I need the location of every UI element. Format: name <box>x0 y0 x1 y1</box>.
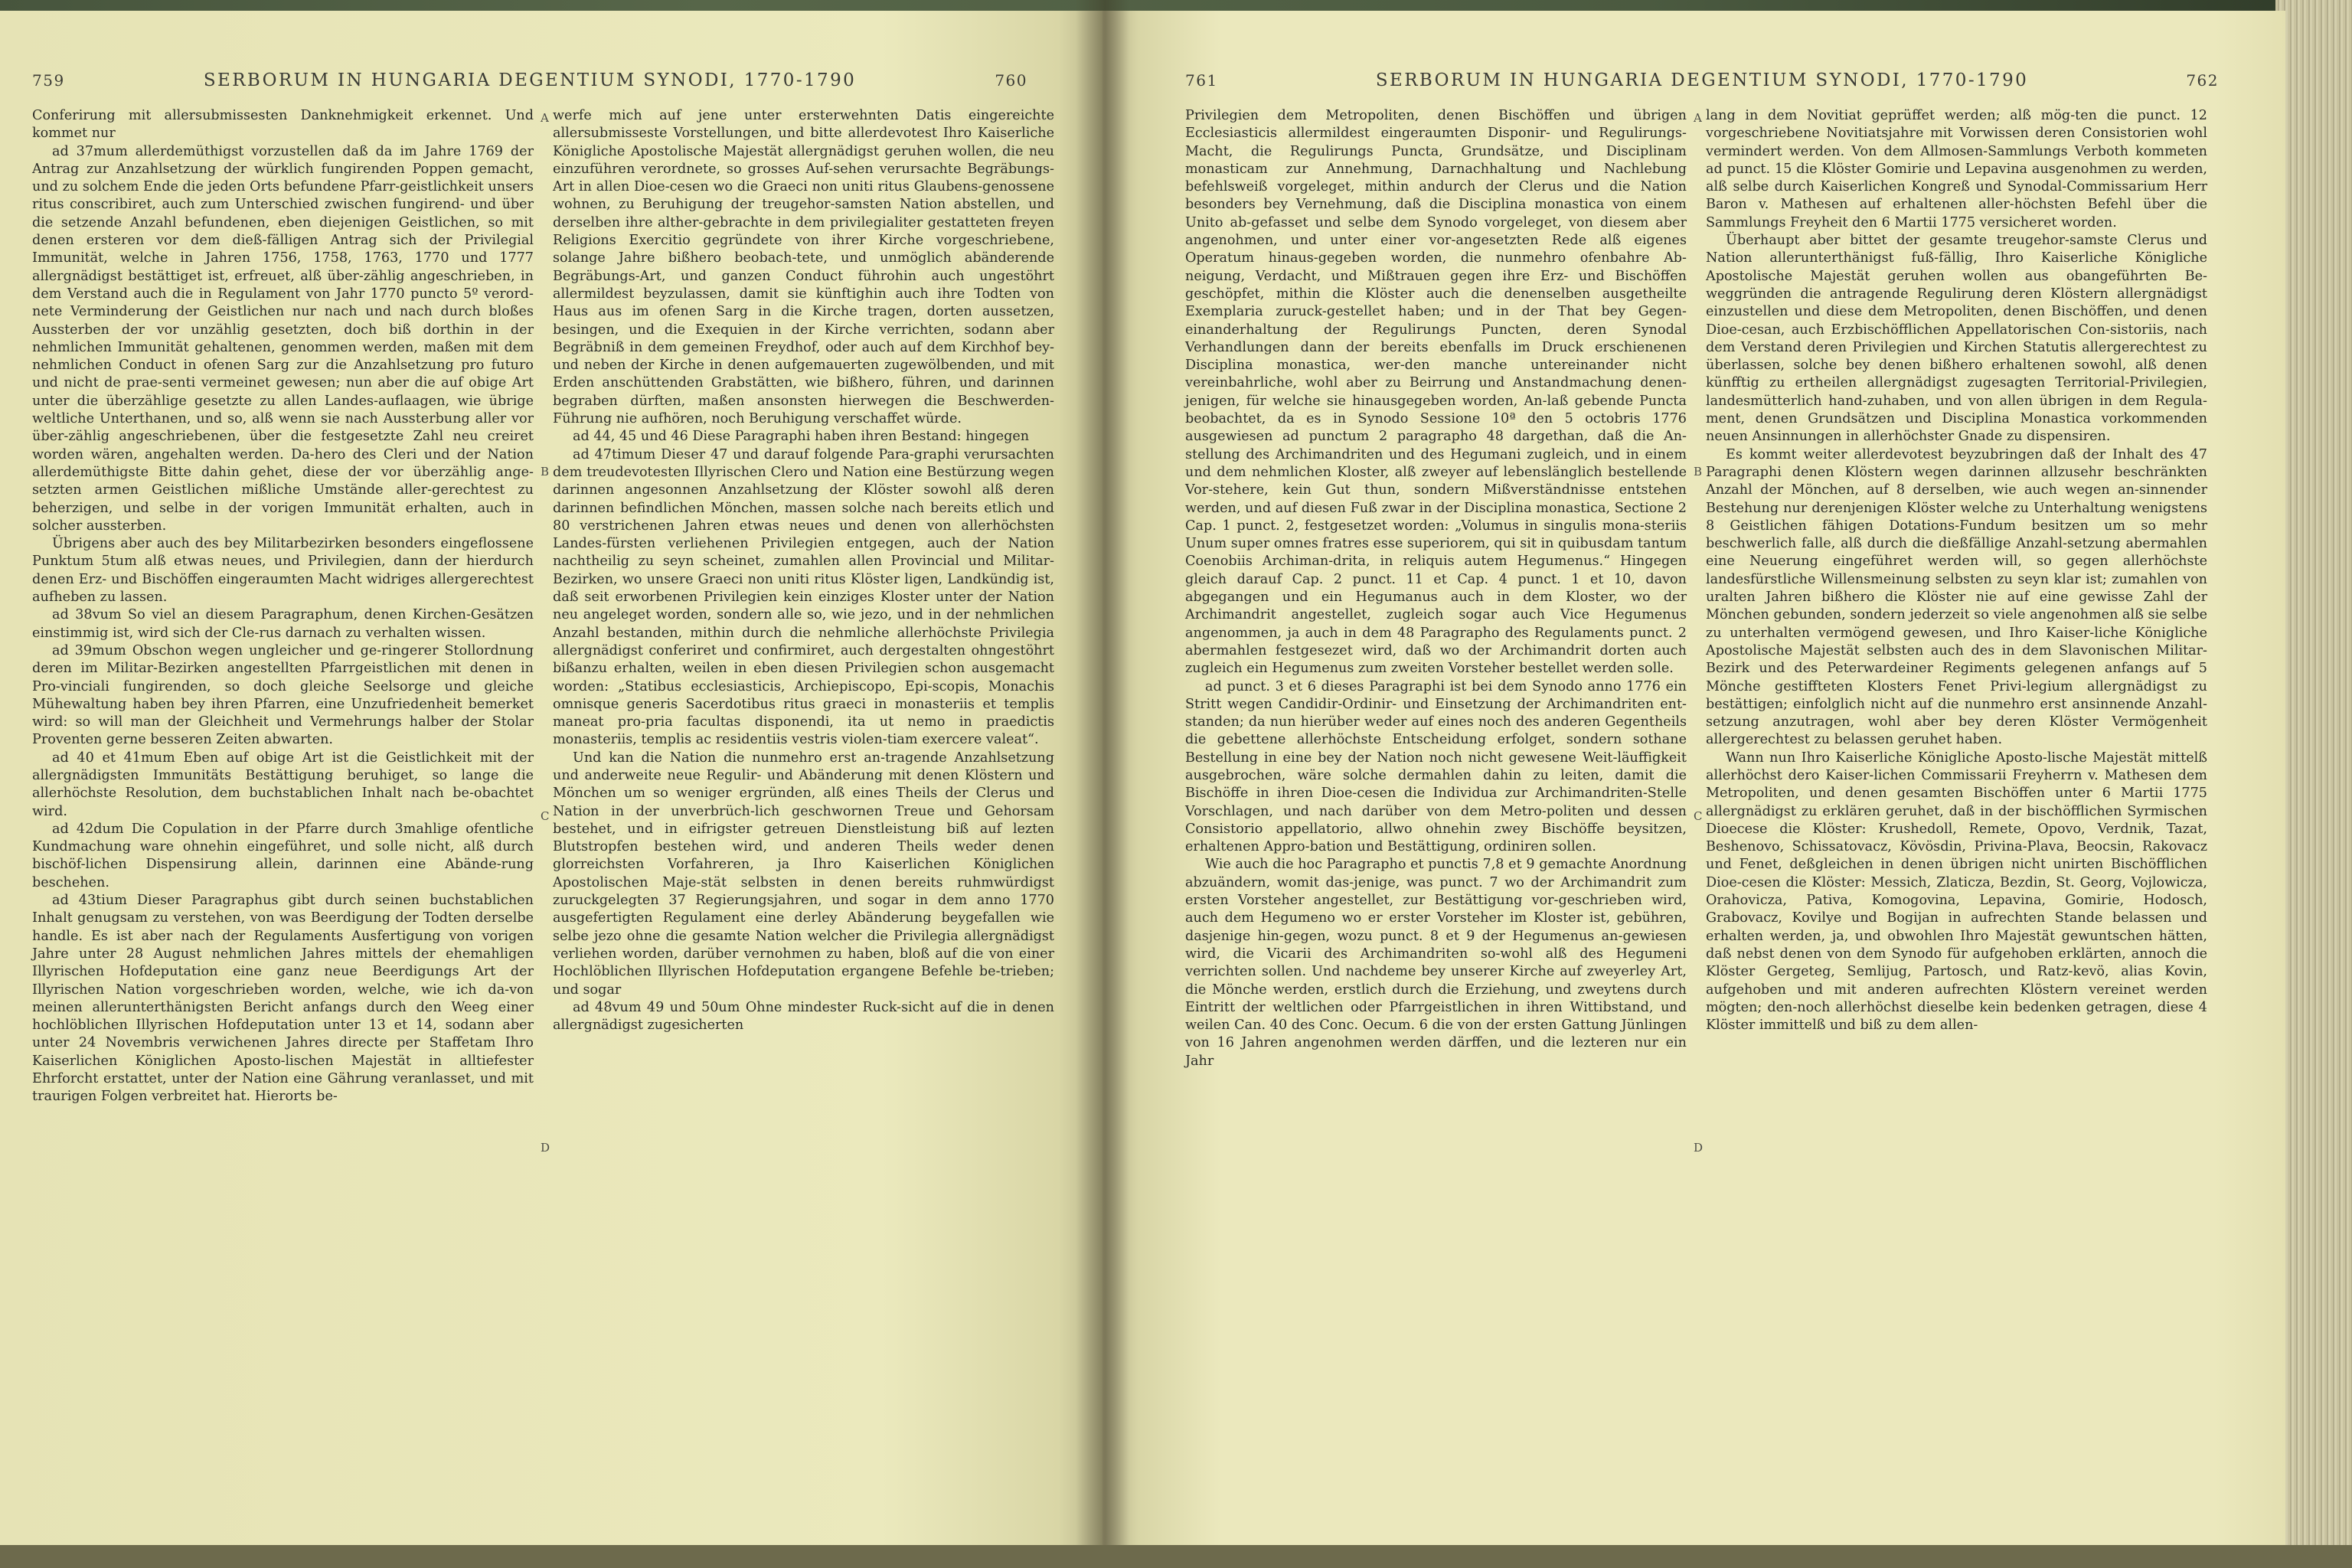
paragraph: werfe mich auf jene unter ersterwehnten Datis eingereichte allersubmisseste Vorstellungen, und bitte allerdevotest Ihro Kaiserliche Königliche Apostolische Majestät allergnädigst geruhen wollen, die neu einzuführen verordnete, so grosses Auf-sehen verursachte Begräbungs-Art in allen Dioe-cesen wo die Graeci non uniti ritus Glaubens-genossene wohnen, zu Beruhigung der treugehor-samsten Nation abstellen, und derselben ihre alther-gebrachte in dem privilegialiter gestatteten freyen Religions Exercitio gegründete von ihrer Kirche vorgeschriebene, solange Jahre bißhero beobach-tete, und unmöglich abänderende Begräbungs-Art, und ganzen Conduct führohin auch ungestöhrt allermildest beyzulassen, damit sie künftighin auch ihre Todten von Haus aus im ofenen Sarg in die Kirche tragen, dorten aussetzen, besingen, und die Exequien in der Kirche verrichten, sodann aber Begräbniß in dem gemeinen Freydhof, oder auch auf dem Kirchhof bey- und neben der Kirche in denen aufgemauerten zugewölbenden, und mit Erden anschüttenden Grabstätten, wie bißhero, führen, und darinnen begraben dürften, maßen ansonsten hierwegen die Beschwerden-Führung nie aufhören, noch Beruhigung verschaffet würde. <box>553 108 1054 427</box>
right-page <box>1102 0 2285 1547</box>
paragraph: ad punct. 3 et 6 dieses Paragraphi ist bei dem Synodo anno 1776 ein Stritt wegen Candidir-Ordinir- und Einsetzung der Archimandriten ent-standen; da nun hierüber weder auf eines noch des anderen Gegentheils die gebettene allerhöchste Entscheidung erfolget, sondern sothane Bestellung in eine bey der Nation noch nicht gewesene Weit-läuffigkeit ausgebrochen, wäre solche dermahlen dahin zu leiten, damit die Bischöffe in ihren Dioe-cesen die Individua zur Archimandriten-Stelle Vorschlagen, und nach darüber von dem Metro-politen und dessen Consistorio appellatorio, allwo ohnehin zwey Bischöffe beysitzen, erhaltenen Appro-bation und Bestättigung, ordiniren sollen. <box>1185 678 1687 855</box>
paragraph: ad 44, 45 und 46 Diese Paragraphi haben ihren Bestand: hingegen <box>573 429 1030 445</box>
paragraph: ad 42dum Die Copulation in der Pfarre durch 3mahlige ofentliche Kundmachung ware ohnehin eingeführet, und solle nicht, alß durch bischöf-lichen Dispensirung allein, darinnen eine Abände-rung beschehen. <box>32 821 534 890</box>
paragraph: ad 43tium Dieser Paragraphus gibt durch seinen buchstablichen Inhalt genugsam zu verstehen, von was Beerdigung der Todten derselbe handle. Es ist aber nach der Regulaments Ausfertigung von vorigen Jahre unter 28 August nehmlichen Jahres mittels der ehemahligen Illyrischen Hofdeputation eine ganz neue Beerdigungs Art der Illyrischen Nation vorgeschrieben worden, welche, wie ich da-von meinen allerunterthänigsten Bericht anfangs durch den Weeg einer hochlöblichen Illyrischen Hofdeputation unter 13 et 14, sodann aber unter 24 Novembris verwichenen Jahres directe per Staffetam Ihro Kaiserlichen Königlichen Aposto-lischen Majestät in alltiefester Ehrforcht erstattet, unter der Nation eine Gährung veranlasset, und mit traurigen Folgen verbreitet hat. Hierorts be- <box>32 893 534 1105</box>
margin-letter: D <box>1694 1141 1704 1155</box>
paragraph: ad 38vum So viel an diesem Paragraphum, denen Kirchen-Gesätzen einstimmig ist, wird sich der Cle-rus darnach zu verhalten wissen. <box>32 607 534 641</box>
table-surface <box>0 1545 2352 1568</box>
page-number-right: 762 <box>2186 71 2219 90</box>
margin-letter: B <box>1694 465 1703 479</box>
margin-letter: B <box>541 465 550 479</box>
margin-letter: C <box>1694 809 1703 823</box>
right-page-column-1 <box>1185 107 1687 1070</box>
page-number-right: 760 <box>995 71 1027 90</box>
margin-letter: A <box>541 111 549 125</box>
paragraph: Es kommt weiter allerdevotest beyzubringen daß der Inhalt des 47 Paragraphi denen Klöstern wegen darinnen allzusehr beschränkten Anzahl der Mönchen, auf 8 derselben, wie auch wegen an-sinnender Bestehung nur derenjenigen Klöster welche zu Unterhaltung wenigstens 8 Geistlichen fähigen Dotations-Fundum besitzen um so mehr beschwerlich falle, alß durch die dießfällige Anzahl-setzung abermahlen eine Neuerung eingeführet werden will, so gegen allerhöchste landesfürstliche Willensmeinung selbsten zu seyn klar ist; zumahlen von uralten Jahren bißhero die Klöster nie auf eine gewisse Zahl der Mönchen gebunden, sondern jederzeit so viele angenohmen alß sie selbe zu unterhalten vermögend gewesen, und Ihro Kaiser-liche Königliche Apostolische Majestät selbsten auch des in dem Slavonischen Militar-Bezirk und des Peterwardeiner Regiments gelegenen anfangs auf 5 Mönche gestiffteten Klosters Fenet Privi-legium allergnädigst zu bestättigen; einfolglich nicht auf die nunmehro erst ansinnende Anzahl-setzung anzutragen, wohl aber bey deren Klöster Vermögenheit allergerechtest zu belassen geruhet haben. <box>1706 446 2207 748</box>
margin-letter: C <box>541 809 550 823</box>
paragraph: Privilegien dem Metropoliten, denen Bischöffen und übrigen Ecclesiasticis allermildest eingeraumten Disponir- und Regulirungs-Macht, die Regulirungs Puncta, Grundsätze, und Disciplinam monasticam zur Annehmung, Darnachhaltung und Nachlebung befehlsweiß vorgeleget, mithin andurch der Clerus und die Nation besonders bey Vernehmung, daß die Disciplina monastica von einem Unito ab-gefasset und selbe dem Synodo vorgeleget, von diesem aber angenohmen, und unter einer vor-angesetzten Rede alß eigenes Operatum hinaus-gegeben worden, die nunmehro ofenbahre Ab-neigung, Verdacht, und Mißtrauen gegen ihre Erz- und Bischöffen geschöpfet, mithin die Klöster auch die denenselben ausgetheilte Exemplaria zuruck-gestellet haben; und in der That bey Gegen-einanderhaltung der Regulirungs Puncten, deren Synodal Verhandlungen dann der bereits ebenfalls im Druck erschienenen Disciplina monastica, wer-den manche untereinander nicht vereinbahrliche, wohl aber zu Beirrung und Anstandmachung denen-jenigen, für welche sie hinausgegeben worden, An-laß gebende Puncta beobachtet, da es in Synodo Sessione 10ª den 5 octobris 1776 ausgewiesen ad punctum 2 paragrapho 48 dargethan, daß die An-stellung des Archimandriten und des Hegumani zugleich, und in einem und dem nehmlichen Kloster, alß zweyer auf lebenslänglich bestellende Vor-stehere, kein Gut thun, sondern Mißverständnisse entstehen werden, und auf diesen Fuß zwar in der Disciplina monastica, Sectione 2 Cap. 1 punct. 2, festgesetzet worden: „Volumus in singulis mona-steriis Unum super omnes fratres esse superiorem, qui sit in quibusdam tantum Coenobiis Archiman-drita, in reliquis autem Hegumenus.“ Hingegen gleich darauf Cap. 2 punct. 11 et Cap. 4 punct. 1 et 10, davon abgegangen und ein Hegumanus auch in dem Kloster, wo der Archimandrit angestellet, zugleich sogar auch Vice Hegumenus angenommen, ja auch in dem 48 Paragrapho des Regulaments punct. 2 abermahlen festgesezet wird, daß wo der Archimandrit dorten auch zugleich ein Hegumenus zum zweiten Vorsteher bestellet werden solle. <box>1185 108 1687 677</box>
paragraph: Überhaupt aber bittet der gesamte treugehor-samste Clerus und Nation allerunterthänigst fuß-fällig, Ihro Kaiserliche Königliche Apostolische Majestät geruhen wollen aus obangeführten Be-weggründen die antragende Regulirung deren Klöstern allergnädigst einzustellen und diese dem Metropoliten, denen Bischöffen, und denen Dioe-cesan, auch Erzbischöfflichen Appellatorischen Con-sistoriis, nach dem Verstand deren Privilegien und Kirchen Statutis allergerechtest zu überlassen, solche bey denen bißhero erhaltenen sowohl, alß denen künfftig zu ertheilen allergnädigst zugesagten Territorial-Privilegien, landesmütterlich hand-zuhaben, und von allen übrigen in dem Regula-ment, denen Grundsätzen und Disciplina Monastica vorkommenden neuen Ansinnungen in allerhöchster Gnade zu dispensiren. <box>1706 233 2207 445</box>
left-page-column-1 <box>32 107 534 1106</box>
paragraph: Und kan die Nation die nunmehro erst an-tragende Anzahlsetzung und anderweite neue Regulir- und Abänderung mit denen Klöstern und Mönchen um so weniger ergründen, alß eines Theils der Clerus und Nation in der unverbrüch-lich geschwornen Treue und Gehorsam bestehet, und in eifrigster getreuen Dienstleistung biß auf lezten Blutstropfen bestehen wird, und anderen Theils weder denen glorreichsten Vorfahreren, ja Ihro Kaiserlichen Königlichen Apostolischen Maje-stät selbsten in denen bereits ruhmwürdigst zuruckgelegten 37 Regierungsjahren, und sogar in dem anno 1770 ausgefertigten Regulament eine derley Abänderung beygefallen wie selbe jezo ohne die gesamte Nation welcher die Privilegia allergnädigst verliehen worden, darüber vernohmen zu haben, bloß auf die von einer Hochlöblichen Illyrischen Hofdeputation ergangene Befehle be-trieben; und sogar <box>553 750 1054 998</box>
paragraph: ad 47timum Dieser 47 und darauf folgende Para-graphi verursachten dem treudevotesten Illyrischen Clero und Nation eine Bestürzung wegen darinnen angesonnen Anzahlsetzung der Klöster sowohl alß deren darinnen befindlichen Mönchen, massen solche nach bereits etlich und 80 verstrichenen Jahren etwas neues und denen von allerhöchsten Landes-fürsten verliehenen Privilegien entgegen, auch der Nation nachtheilig zu seyn scheinet, zumahlen allen Provincial und Militar-Bezirken, wo unsere Graeci non uniti ritus Klöster ligen, Landkündig ist, daß seit erworbenen Privilegien kein einziges Kloster unter der Nation neu angeleget worden, sondern alle so, wie jezo, und in der nehmlichen Anzahl bestanden, mithin durch die nehmliche allerhöchste Privilegia allergnädigst conferiret und confirmiret, auch dergestalten ohngestöhrt bißanzu erhalten, weilen in eben diesen Privilegien schon ausgemacht worden: „Statibus ecclesiasticis, Archiepiscopo, Epi-scopis, Monachis omnisque generis Sacerdotibus ritus graeci in monasteriis et templis maneat pro-pria facultas disponendi, ita ut nemo in praedictis monasteriis, templis ac residentiis vestris violen-tiam exercere valeat“. <box>553 446 1054 748</box>
paragraph: ad 37mum allerdemüthigst vorzustellen daß da im Jahre 1769 der Antrag zur Anzahlsetzung der würklich fungirenden Poppen gemacht, und zu solchem Ende die jeden Orts befundene Pfarr-geistlichkeit unsers ritus conscribiret, auch zum Unterschied zwischen fungirend- und über die setzende Anzahl befundenen, eben diejenigen Geistlichen, so mit denen ersteren vor dem dieß-fälligen Antrag sich der Privilegial Immunität, welche in Jahren 1756, 1758, 1763, 1770 und 1777 allergnädigst bestättiget ist, erfreuet, alß über-zählig angeschrieben, in dem Verstand auch die in Regulament von Jahr 1770 puncto 5º verord-nete Verminderung der Geistlichen nur nach und nach durch bloßes Aussterben der vor unzählig gesetzten, doch biß dorthin in der nehmlichen Immunität gehaltenen, genommen werden, maßen mit dem nehmlichen Conduct in ofenen Sarg zur die Anzahlsetzung pro futuro und nicht de prae-senti vermeinet gewesen; nun aber die auf obige Art unter die überzählige gesetzte zu allen Landes-auflaagen, wie übrige weltliche Unterthanen, und so, alß wenn sie nach Aussterbung aller vor über-zählig angeschriebenen, über die festgesetzte Zahl neu creiret worden wären, angehalten werden. Da-hero des Cleri und der Nation allerdemüthigste Bitte dahin gehet, diese der vor überzählig ange-setzten armen Geistlichen mißliche Umstände aller-gerechtest zu beherzigen, und selbe in der vorigen Immunität erhalten, auch in solcher aussterben. <box>32 143 534 534</box>
page-number-left: 759 <box>32 71 65 90</box>
margin-letter: A <box>1694 111 1702 125</box>
left-page-column-2 <box>553 107 1054 1034</box>
page-number-left: 761 <box>1185 71 1218 90</box>
paragraph: ad 48vum 49 und 50um Ohne mindester Ruck-sicht auf die in denen allergnädigst zugesicherten <box>553 999 1054 1034</box>
paragraph: lang in dem Novitiat geprüffet werden; alß mög-ten die punct. 12 vorgeschriebene Novitiatsjahre mit Vorwissen deren Consistorien wohl vermindert werden. Von dem Allmosen-Sammlungs Verboth kommeten ad punct. 15 die Klöster Gomirie und Lepavina ausgenohmen zu werden, alß selbe durch Kaiserlichen Kongreß und Synodal-Commissarium Herr Baron v. Mathesen auf erhaltenen aller-höchsten Befehl über die Sammlungs Freyheit den 6 Martii 1775 versicheret worden. <box>1706 108 2207 230</box>
paragraph: Übrigens aber auch des bey Militarbezirken besonders eingeflossene Punktum 5tum alß etwas neues, und Privilegien, dann der hierdurch denen Erz- und Bischöffen eingeraumten Macht widriges allergerechtest aufheben zu lassen. <box>32 536 534 606</box>
paragraph: Wann nun Ihro Kaiserliche Königliche Aposto-lische Majestät mittelß allerhöchst dero Kaiser-lichen Commissarii Freyherrn v. Mathesen dem Metropoliten, und denen gesamten Bischöffen unter 6 Martii 1775 allergnädigst zu erklären geruhet, daß in der bischöfflichen Syrmischen Dioecese die Klöster: Krushedoll, Remete, Opovo, Verdnik, Tazat, Beshenovo, Schissatovacz, Kövösdin, Privina-Plava, Beocsin, Rakovacz und Fenet, deßgleichen in denen übrigen nicht unirten Bischöfflichen Dioe-cesen die Klöster: Messich, Zlaticza, Bezdin, St. Georg, Vojlowicza, Orahovicza, Pativa, Komogovina, Lepavina, Gomirie, Hodosch, Grabovacz, Kovilye und Bogijan in aufrechten Stande belassen und erhalten werden, ja, und obwohlen Ihro Majestät gewuntschen hätten, daß nebst denen von dem Synodo für aufgehoben erklärten, annoch die Klöster Gergeteg, Semlijug, Partosch, und Ratz-kevö, alias Kovin, aufgehoben und mit anderen aufrechten Klöstern vereinet werden mögten; den-noch allerhöchst dieselbe kein bedenken getragen, diese 4 Klöster immittelß und biß zu dem allen- <box>1706 750 2207 1034</box>
running-head-title: SERBORUM IN HUNGARIA DEGENTIUM SYNODI, 1770-1790 <box>1375 70 2029 90</box>
page-stack-edge <box>2275 0 2352 1562</box>
paragraph: Conferirung mit allersubmissesten Danknehmigkeit erkennet. Und kommet nur <box>32 108 534 142</box>
right-running-head <box>1185 70 2219 90</box>
margin-letter: D <box>541 1141 550 1155</box>
left-running-head <box>32 70 1027 90</box>
left-page <box>0 0 1102 1547</box>
running-head-title: SERBORUM IN HUNGARIA DEGENTIUM SYNODI, 1770-1790 <box>203 70 857 90</box>
paragraph: ad 39mum Obschon wegen ungleicher und ge-ringerer Stollordnung deren im Militar-Bezirken angestellten Pfarrgeistlichen mit denen in Pro-vinciali fungirenden, so doch gleiche Seelsorge und gleiche Mühewaltung haben bey ihren Pfarren, eine Unzufriedenheit bemerket wird: so will man der Gleichheit und Vermehrungs halber der Stolar Proventen gerne besseren Zeiten abwarten. <box>32 642 534 748</box>
paragraph: Wie auch die hoc Paragrapho et punctis 7,8 et 9 gemachte Anordnung abzuändern, womit das-jenige, was punct. 7 wo der Archimandrit zum ersten Vorsteher angestellet, zur Bestättigung vor-geschrieben wird, auch dem Hegumeno wo er erster Vorsteher im Kloster ist, gebühren, dasjenige hin-gegen, wozu punct. 8 et 9 der Hegumenus an-gewiesen wird, die Vicarii des Archimandriten so-wohl alß des Hegumeni verrichten sollen. Und nachdeme bey unserer Kirche auf zweyerley Art, die Mönche werden, erstlich durch die Erziehung, und zweytens durch Eintritt der weltlichen oder Pfarrgeistlichen in ihren Wittibstand, und weilen Can. 40 des Conc. Oecum. 6 die von der ersten Gattung Jünlingen von 16 Jahren angenohmen werden därffen, und die lezteren nur ein Jahr <box>1185 857 1687 1069</box>
right-page-column-2 <box>1706 107 2207 1034</box>
paragraph: ad 40 et 41mum Eben auf obige Art ist die Geistlichkeit mit der allergnädigsten Immunitäts Bestättigung beruhiget, so lange die allerhöchste Resolution, dem buchstablichen Inhalt nach be-obachtet wird. <box>32 750 534 819</box>
